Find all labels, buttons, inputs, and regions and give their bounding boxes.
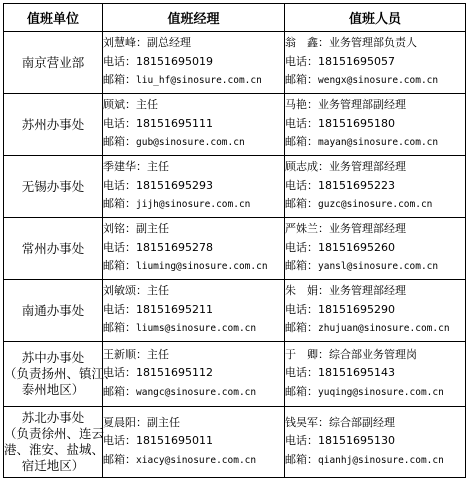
staff-email-line	[285, 257, 465, 277]
staff-email-line	[285, 71, 465, 91]
manager-email-line	[103, 71, 284, 91]
table-row	[4, 94, 466, 156]
manager-cell	[103, 156, 285, 218]
staff-email-label: 邮箱：	[285, 73, 318, 87]
header-row	[4, 4, 466, 32]
unit-cell	[4, 94, 103, 156]
manager-name-title: 夏晨阳：副主任	[103, 415, 180, 429]
manager-email-label: 邮箱：	[103, 452, 136, 466]
manager-email-label: 邮箱：	[103, 197, 136, 211]
unit-name-line: 无锡办事处	[21, 178, 85, 194]
staff-email-label: 邮箱：	[285, 135, 318, 149]
staff-email[interactable]: guzc@sinosure.com.cn	[318, 199, 433, 211]
manager-cell	[103, 218, 285, 280]
staff-cell	[285, 156, 466, 218]
manager-name-title: 王新顺：主任	[103, 347, 169, 361]
staff-email[interactable]: zhujuan@sinosure.com.cn	[318, 323, 450, 335]
manager-email-line	[103, 451, 284, 471]
manager-email[interactable]: liu_hf@sinosure.com.cn	[136, 75, 262, 87]
unit-name-line: （负责徐州、连云	[4, 426, 105, 441]
staff-email[interactable]: yansl@sinosure.com.cn	[318, 261, 439, 273]
unit-name-line: 南通办事处	[21, 302, 85, 318]
staff-email-label: 邮箱：	[285, 321, 318, 335]
staff-cell	[285, 218, 466, 280]
header-unit: 值班单位	[4, 4, 103, 32]
duty-roster-table	[3, 3, 466, 478]
staff-email-label: 邮箱：	[285, 197, 318, 211]
staff-cell	[285, 94, 466, 156]
manager-email[interactable]: gub@sinosure.com.cn	[136, 137, 245, 149]
unit-cell	[4, 156, 103, 218]
manager-email[interactable]: xiacy@sinosure.com.cn	[136, 454, 257, 466]
manager-phone: 电话：18151695112	[103, 366, 213, 380]
staff-email[interactable]: yuqing@sinosure.com.cn	[318, 386, 444, 398]
manager-email[interactable]: liums@sinosure.com.cn	[136, 323, 257, 335]
manager-email[interactable]: wangc@sinosure.com.cn	[136, 386, 257, 398]
unit-name-line: 苏州办事处	[21, 116, 85, 132]
table-row	[4, 280, 466, 342]
unit-name-line: 宿迁地区）	[21, 458, 85, 473]
unit-name-line: 常州办事处	[21, 240, 85, 256]
staff-email-label: 邮箱：	[285, 259, 318, 273]
manager-name-title: 顾斌：主任	[103, 98, 158, 112]
staff-email-line	[285, 383, 465, 403]
manager-name-title: 刘铭：副主任	[103, 222, 169, 236]
staff-cell	[285, 280, 466, 342]
staff-phone: 电话：18151695180	[285, 116, 395, 130]
staff-phone: 电话：18151695223	[285, 178, 395, 192]
table-row	[4, 156, 466, 218]
staff-email-line	[285, 133, 465, 153]
staff-phone: 电话：18151695143	[285, 366, 395, 380]
manager-email-label: 邮箱：	[103, 321, 136, 335]
manager-cell	[103, 94, 285, 156]
manager-phone: 电话：18151695111	[103, 116, 213, 130]
manager-email[interactable]: jijh@sinosure.com.cn	[136, 199, 251, 211]
table-row	[4, 407, 466, 478]
manager-cell	[103, 280, 285, 342]
manager-email-label: 邮箱：	[103, 259, 136, 273]
manager-phone: 电话：18151695019	[103, 54, 213, 68]
staff-name-title: 翁 鑫：业务管理部负责人	[285, 36, 417, 50]
staff-name-title: 钱昊军：综合部副经理	[285, 415, 395, 429]
staff-cell	[285, 32, 466, 94]
staff-phone: 电话：18151695130	[285, 434, 395, 448]
unit-cell	[4, 407, 103, 478]
staff-name-title: 马艳：业务管理部副经理	[285, 98, 406, 112]
unit-cell	[4, 218, 103, 280]
staff-name-title: 朱 娟：业务管理部经理	[285, 284, 406, 298]
unit-cell	[4, 280, 103, 342]
staff-cell	[285, 407, 466, 478]
staff-email-line	[285, 451, 465, 471]
staff-name-title: 于 卿：综合部业务管理岗	[285, 347, 417, 361]
manager-email-label: 邮箱：	[103, 384, 136, 398]
staff-phone: 电话：18151695290	[285, 302, 395, 316]
staff-email[interactable]: qianhj@sinosure.com.cn	[318, 454, 444, 466]
unit-cell	[4, 32, 103, 94]
manager-email-line	[103, 319, 284, 339]
manager-name-title: 刘敏颂：主任	[103, 284, 169, 298]
unit-name-line: 苏中办事处	[21, 350, 85, 365]
table-row	[4, 32, 466, 94]
manager-email-line	[103, 257, 284, 277]
staff-email[interactable]: wengx@sinosure.com.cn	[318, 75, 439, 87]
manager-phone: 电话：18151695211	[103, 302, 213, 316]
unit-cell	[4, 342, 117, 407]
manager-email-label: 邮箱：	[103, 73, 136, 87]
staff-phone: 电话：18151695260	[285, 240, 395, 254]
manager-cell	[103, 342, 285, 407]
unit-name-line: （负责扬州、镇江、	[4, 366, 117, 381]
staff-email-line	[285, 195, 465, 215]
manager-email-label: 邮箱：	[103, 135, 136, 149]
unit-name-line: 南京营业部	[21, 54, 85, 70]
manager-cell	[103, 32, 285, 94]
staff-email-line	[285, 319, 465, 339]
staff-email-label: 邮箱：	[285, 384, 318, 398]
unit-name-line: 泰州地区）	[21, 382, 85, 397]
manager-name-title: 刘慧峰：副总经理	[103, 36, 191, 50]
unit-name-line: 港、淮安、盐城、	[4, 442, 105, 457]
manager-name-title: 季建华：主任	[103, 160, 169, 174]
manager-phone: 电话：18151695011	[103, 434, 213, 448]
manager-phone: 电话：18151695278	[103, 240, 213, 254]
table-row	[4, 218, 466, 280]
header-staff: 值班人员	[285, 4, 466, 32]
manager-phone: 电话：18151695293	[103, 178, 213, 192]
table-row	[4, 342, 466, 407]
staff-cell	[285, 342, 466, 407]
staff-name-title: 顾志成：业务管理部经理	[285, 160, 406, 174]
staff-phone: 电话：18151695057	[285, 54, 395, 68]
staff-name-title: 严姝兰：业务管理部经理	[285, 222, 406, 236]
manager-cell	[103, 407, 285, 478]
manager-email-line	[103, 383, 284, 403]
unit-name-line: 苏北办事处	[21, 410, 85, 425]
manager-email[interactable]: liuming@sinosure.com.cn	[136, 261, 268, 273]
staff-email-label: 邮箱：	[285, 452, 318, 466]
staff-email[interactable]: mayan@sinosure.com.cn	[318, 137, 439, 149]
manager-email-line	[103, 133, 284, 153]
manager-email-line	[103, 195, 284, 215]
header-manager: 值班经理	[103, 4, 285, 32]
